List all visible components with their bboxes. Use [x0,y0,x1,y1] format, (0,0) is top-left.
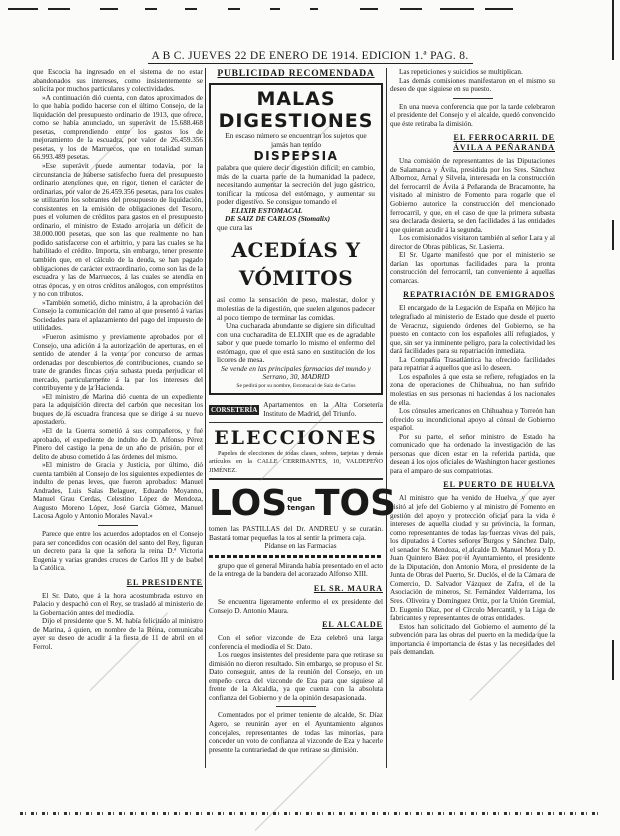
scan-artifact-line [228,8,240,10]
divider [98,525,138,526]
ad-text: que cura las [217,222,253,232]
scan-artifact-line [48,8,70,10]
article-paragraph: La Compañía Trasatlántica ha ofrecido facilidades para repatriar á aquellos que así lo deseen. [390,355,555,373]
left-column [33,68,203,652]
article-paragraph: En una nueva conferencia que por la tarde celebraron el presidente del Consejo y el alcalde, quedó convencido que éste retiraba la dimisión. [390,102,555,128]
article-paragraph: »El de la Guerra sometió á sus compañeros, y fué aprobado, el expediente de indulto de D. Alfonso Pérez Pinero del castigo la pena de un año de prisión, por el delito de abuso cometido á las órdenes del mismo. [33,426,203,461]
article-paragraph: Los comisionados visitaron también al señor Lara y al director de Obras públicas, Sr. Lasierra. [390,234,555,251]
ad-text: En escaso número se encuentran los sujetos que jamás han tenido [225,131,367,149]
section-heading-maura: EL SR. MAURA [313,583,383,593]
ad-elecciones [209,426,383,480]
article-paragraph: Una comisión de representantes de las Diputaciones de Salamanca y Ávila, presidida por los Sres. Sánchez Albornoz, Arnal y Silvela, interesada en la construcción del ferrocarril de Ávila á Peñaranda de Bracamonte, ha visitado al ministro de Fomento para rogarle que el Gobierno autorice la construcción del mencionado ferrocarril, y que, en el caso de que la primera subasta sea declarada desierta, se den facilidades á las entidades que quieran acudir á la segunda. [390,157,555,234]
scan-artifact-line [360,8,378,10]
ad-text: que tengan [287,495,315,513]
article-paragraph: Por su parte, el señor ministro de Estado ha comunicado que ha ordenado la investigación de las personas que dicen estar en la referida partida, que desean á los ojos oficiales de Washington hacer gestiones para el amparo de sus compatriotas. [390,432,555,475]
article-paragraph: Parece que entre los acuerdos adoptados en el Consejo para ser concedidos con ocasión del santo del Rey, figuran un decreto para la que la señora la reina D.ª Victoria Eugenia y varias grandes cruces de Carlos III y de Isabel la Católica. [33,529,203,573]
abc-watermark-mark [255,752,333,830]
masthead [0,50,620,62]
ad-headline: DIGESTIONES [218,110,374,132]
section-heading-alcalde: EL ALCALDE [322,620,383,630]
article-paragraph: que Escocia ha ingresado en el sistema de no estar abandonados sus intereses, como insistentemente se solicita por muchos particulares y colectividades. [33,68,203,94]
article-paragraph: Al ministro que ha venido de Huelva, y que ayer visitó al jefe del Gobierno y al ministro de Fomento en gestión del apoyo y protección oficial para la vida é intereses de aquella ciudad y su provincia, la forman, como representantes de todas las fuerzas vivas del país, los diputados á Cortes señores Burgos y Sánchez Dalp, el senador Sr. Mendoza, el alcalde D. Manuel Mora y D. Juan Quintero Báez por el Ayuntamiento, el presidente de la Diputación, don Antonio Mora, el presidente de la Junta de Obras del Puerto, Sr. Duclós, el de la Cámara de Comercio, D. Salvador Vázquez de Zafra, el de la Asociación de mineros, Sr. Fernández Valderrama, los Sres. Oliveira y Domínguez Ortiz, por la Unión Gremial, D. Eugenio Díaz, por el Círculo Mercantil, y la Liga de fabricantes y representantes de otras entidades. [390,494,555,623]
ad-text: palabra que quiere decir digestión difícil; en cambio, más de la cuarta parte de la humanidad la padece, necesitando aumentar la secreción del jugo gástrico, tonificar la mucosa del estómago, y aumentar su poder digestivo. Se consigue tomando el [217,163,375,207]
scan-artifact-line [400,8,422,10]
ad-keyword: DISPEPSIA [253,149,339,164]
scan-artifact-line [485,8,513,10]
ad-cures-headline: ACEDÍAS Y VÓMITOS [231,238,361,291]
column-rule [205,68,206,768]
ad-product-name: DE SAIZ DE CARLOS (Stomalix) [225,214,331,224]
article-paragraph: »El ministro de Gracia y Justicia, por último, dió cuenta también al Consejo de los siguientes expedientes de indulto de penas leves, que fueron aprobados: Manuel Andrades, Luis Salas Belaguer, Eduardo Moyanno, Manuel Grau Cerdas, Celestino López de Mendoza, Augusto Moreno López, José García Gómez, Manuel Lacosa Agolo y Antonio Morales Naval.» [33,461,203,521]
ad-headline: LOS [209,483,288,525]
ad-corseteria [209,401,383,422]
scan-artifact-line [310,8,318,10]
article-paragraph: »Fueron asimismo y previamente aprobados por el Consejo, una adición á la autorización de aperturas, en el sentido de atender á la venta por concurso de armas ordenadas por descubiertos de contribuciones, cuando se trate de grandes fincas cuya subasta pueda perjudicar el mercado, particularmente á la par los intereses del contribuyente y de la Hacienda. [33,332,203,393]
ad-headline: ELECCIONES [214,426,378,449]
scan-artifact-line [100,8,118,10]
right-column [390,68,555,657]
article-paragraph: El Sr. Dato, que á la hora acostumbrada estuvo en Palacio y despachó con el Rey, se trasladó al ministerio de la Gobernación antes del mediodía. [33,591,203,617]
scan-artifact-line [185,8,197,10]
ad-text: Se vende en las principales farmacias del mundo y Serrano, 30, MADRID [221,363,371,382]
ad-headline: TOS [314,483,397,525]
column-rule [386,68,387,768]
article-paragraph: Dijo el presidente que S. M. había felicitado al ministro de Marina, á quien, en nombre de la Reina, comunicaba ayer su deseo de acudir á la fiesta de 11 de abril en el Ferrol. [33,617,203,651]
section-heading-presidente: EL PRESIDENTE [126,577,203,587]
ad-text: Apartamentos en la Alta Corsetería Instituto de Madrid, del Triunfo. [263,401,383,419]
ad-headline: MALAS [256,88,336,110]
scan-artifact-bottom [20,812,600,815]
page-edge [612,220,614,250]
article-paragraph: El encargado de la Legación de España en Méjico ha telegrafiado al ministerio de Estado que desde el puerto de Veracruz, siguiendo órdenes del Gobierno, se ha puesto en contacto con los españoles allí refugiados, y que, sin ser ya inminente peligro, para la colectividad les dará facilidades para su repatriación inmediata. [390,304,555,356]
ad-tag: CORSETERÍA [211,405,258,414]
article-paragraph: Comentados por el primer teniente de alcalde, Sr. Díaz Agero, se reunirán ayer en el Ayuntamiento algunos concejales, representantes de todas las minorías, para conceder un voto de confianza al vizconde de Eza y hacerle presente la contrariedad de que retirase su dimisión. [209,711,383,754]
ornament-rule [209,555,383,558]
ad-text: Pídanse en las Farmacias [264,542,337,551]
article-paragraph: El Sr. Ugarte manifestó que por el ministerio se darían las oportunas facilidades para la pronta construcción del ferrocarril, tan conveniente á aquellas comarcas. [390,251,555,285]
article-paragraph: Las demás comisiones manifestaron en el mismo su deseo de que siguiese en su puesto. [390,76,555,94]
section-heading-repatriacion: REPATRIACIÓN DE EMIGRADOS [403,290,555,300]
ad-text: Una cucharada abundante se digiere sin dificultad con una cucharadita de ELIXIR que es de agradable sabor y que puede tomarlo lo mismo el enfermo del estómago, que el que está sano en sustitución de los licores de mesa. [217,321,375,365]
article-paragraph: Los ruegos insistentes del presidente para que retirase su dimisión no dieron resultado. Sin embargo, se propuso el Sr. Dato conseguir, antes de la reunión del Consejo, en un empeño cerca del vizconde de Eza para que siguiese al frente de la Alcaldía, ya que cuenta con la absoluta confianza del Gobierno y de la opinión desapasionada. [209,651,383,702]
ad-pastillas-andreu [209,479,397,558]
article-paragraph: »A continuación dió cuenta, con datos aproximados de lo que había podido hacerse con el último Consejo, de la liquidación del presupuesto ordinario de 1913, que ofrece, como se había anunciado, un superávit de 15.688.468 pesetas, comprendiendo entre los gastos los de mejoramiento de la escuadra, por valor de 26.459.356 pesetas, y los de Marruecos, que en totalidad suman 66.993.489 pesetas. [33,93,203,162]
ad-section-title: PUBLICIDAD RECOMENDADA [217,69,375,79]
article-paragraph: Con el señor vizconde de Eza celebró una larga conferencia el mediodía el Sr. Dato. [209,634,383,651]
scan-artifact-line [145,8,157,10]
scan-artifact-line [270,8,280,10]
article-paragraph: »Ese superávit puede aumentar todavía, por la circunstancia de haberse satisfecho fuera del presupuesto ordinario atenciones que, en rigor, tienen el carácter de ordinarias, por valor de 26.459.356 pesetas, para los cuales se utilizaron los sobrantes del presupuesto de liquidación, consistentes en la emisión de obligaciones del Tesoro, pues el volumen de créditos para gastos en el presupuesto ordinario, el ministro de Estado arrojaría un déficit de 38.000.000 pesetas, que son las que realmente no han podido satisfacerse con el arbitrio, y para las cuales se ha habilitado el crédito. Importa, sin embargo, tener presente también que, en el cálculo de la deuda, se han pagado obligaciones de carácter extraordinario, como son las de la escuadra y las de Marruecos, á las cuales se atendía en otras épocas, y en otros créditos análogos, con empréstitos y no con tributos. [33,162,203,299]
ad-footer: Se pedirá por su nombre, Estomacal de Saiz de Carlos [236,382,356,389]
scan-artifact-line [440,8,474,10]
ad-text: Papeles de elecciones de todas clases, sobres, tarjetas y demás artículos en la CALLE CERRIBANTES, 10, VALDEPEÑO JIMÉNEZ. [209,449,383,474]
middle-column [209,68,397,754]
article-paragraph: grupo que el general Miranda había presentado en el acto de la entrega de la bandera del acorazado Alfonso XIII. [209,561,383,579]
article-paragraph: »El ministro de Marina dió cuenta de un expediente para la adquisición directa del carbón que necesitan los buques de la escuadra francesa que se dirige á su nuevo apostadero. [33,392,203,427]
divider [276,706,316,707]
section-heading-ferrocarril: EL FERROCARRIL DE ÁVILA A PEÑARANDA [453,133,555,153]
article-paragraph: Los españoles á que esta se refiere, refugiados en la zona de operaciones de Chihuahua, no han sufrido molestias en sus personas ni haciendas á los nacionales de ella. [390,372,555,407]
ad-product-name: ELIXIR ESTOMACAL [231,205,303,215]
article-paragraph: Estos han solicitado del Gobierno el aumento de la subvención para las obras del puerto en la medida que la importancia é importancia de éstas y las necesidades del país demandan. [390,622,555,657]
ad-text: tomen las PASTILLAS del Dr. ANDREU y se curarán. Bastará tomar pequeñas la tos al sentir la primera caja. [209,525,383,542]
ad-elixir-estomacal [209,83,383,395]
article-paragraph: Las repeticiones y suicidios se multiplican. [399,68,523,76]
article-paragraph: »También sometió, dicho ministro, á la aprobación del Consejo la comunicación del ramo al que presentó á varias Sociedades para el aplazamiento del pago del impuesto de utilidades. [33,298,203,333]
article-paragraph: Los cónsules americanos en Chihuahua y Torreón han ofrecido su incondicional apoyo al cónsul de Gobierno español. [390,407,555,433]
divider [453,98,493,99]
masthead-text: A B C. JUEVES 22 DE ENERO DE 1914. EDICION 1.ª PAG. 8. [148,50,473,64]
ad-text: así como la sensación de peso, malestar, dolor y molestias de la digestión, que suelen algunos padecer al poco tiempo de terminar las comidas. [217,295,375,322]
article-paragraph: Se encuentra ligeramente enfermo el ex presidente del Consejo D. Antonio Maura. [209,597,383,615]
scan-artifact-line [8,8,38,10]
section-heading-huelva: EL PUERTO DE HUELVA [443,480,555,490]
page-edge [612,640,614,680]
